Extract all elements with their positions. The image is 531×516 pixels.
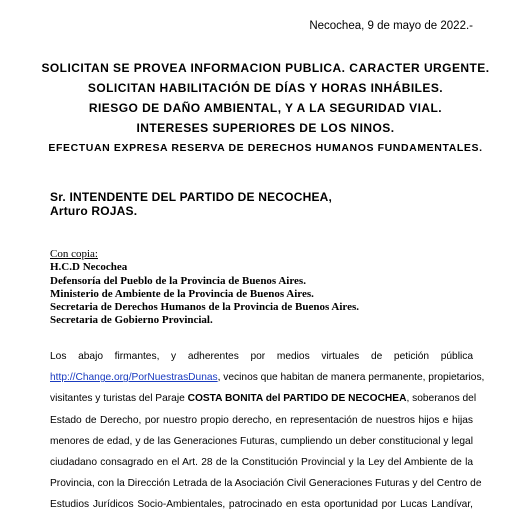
copy-recipient-item: H.C.D Necochea [50, 261, 128, 274]
heading-line: RIESGO DE DAÑO AMBIENTAL, Y A LA SEGURIDAD VIAL. [88, 101, 443, 115]
body-line [50, 388, 477, 409]
body-line: Provincia, con la Dirección Letrada de la Asociación Civil Generaciones Futuras y del Centro de [50, 478, 482, 490]
petition-link[interactable]: http://Change.org/PorNuestrasDunas [50, 372, 218, 384]
copy-label: Con copia: [50, 248, 98, 260]
heading-line: INTERESES SUPERIORES DE LOS NINOS. [136, 121, 395, 135]
copy-recipient-item: Secretaria de Derechos Humanos de la Provincia de Buenos Aires. [50, 301, 360, 314]
document-date: Necochea, 9 de mayo de 2022.- [309, 20, 473, 32]
body-paragraph [50, 346, 485, 516]
body-line: Estudios Jurídicos Socio-Ambientales, patrocinado en esta oportunidad por Lucas Landívar, [50, 499, 473, 511]
body-line: menores de edad, y de las Generaciones Futuras, cumpliendo un deber constitucional y legal [50, 435, 473, 447]
body-text-segment: , soberanos del [406, 393, 477, 405]
body-line: Los abajo firmantes, y adherentes por medios virtuales de petición pública [50, 351, 473, 362]
copy-recipient-item: Ministerio de Ambiente de la Provincia de Buenos Aires. [50, 287, 314, 300]
heading-line: SOLICITAN SE PROVEA INFORMACION PUBLICA. CARACTER URGENTE. [41, 61, 490, 75]
copy-recipient-item: Secretaria de Gobierno Provincial. [50, 314, 213, 327]
body-text-segment: visitantes y turistas del Paraje [50, 393, 188, 405]
heading-line: EFECTUAN EXPRESA RESERVA DE DERECHOS HUMANOS FUNDAMENTALES. [48, 142, 483, 154]
recipient-title: Sr. INTENDENTE DEL PARTIDO DE NECOCHEA, [50, 190, 333, 204]
recipient-block [50, 191, 332, 218]
body-line: ciudadano consagrado en el Art. 28 de la Constitución Provincial y la Ley del Ambiente de la [50, 457, 473, 469]
place-name: COSTA BONITA del PARTIDO DE NECOCHEA [187, 393, 407, 405]
copy-recipients [50, 248, 359, 328]
body-line: Estado de Derecho, por nuestro propio derecho, en representación de nuestros hijos e hijas [50, 414, 473, 426]
subject-headings [0, 58, 531, 158]
copy-recipient-item: Defensoría del Pueblo de la Provincia de Buenos Aires. [50, 274, 306, 287]
recipient-name: Arturo ROJAS. [50, 203, 138, 218]
heading-line: SOLICITAN HABILITACIÓN DE DÍAS Y HORAS INHÁBILES. [87, 81, 444, 95]
body-text-segment: , vecinos que habitan de manera permanente, propietarios, [217, 372, 485, 384]
body-line [50, 367, 485, 388]
